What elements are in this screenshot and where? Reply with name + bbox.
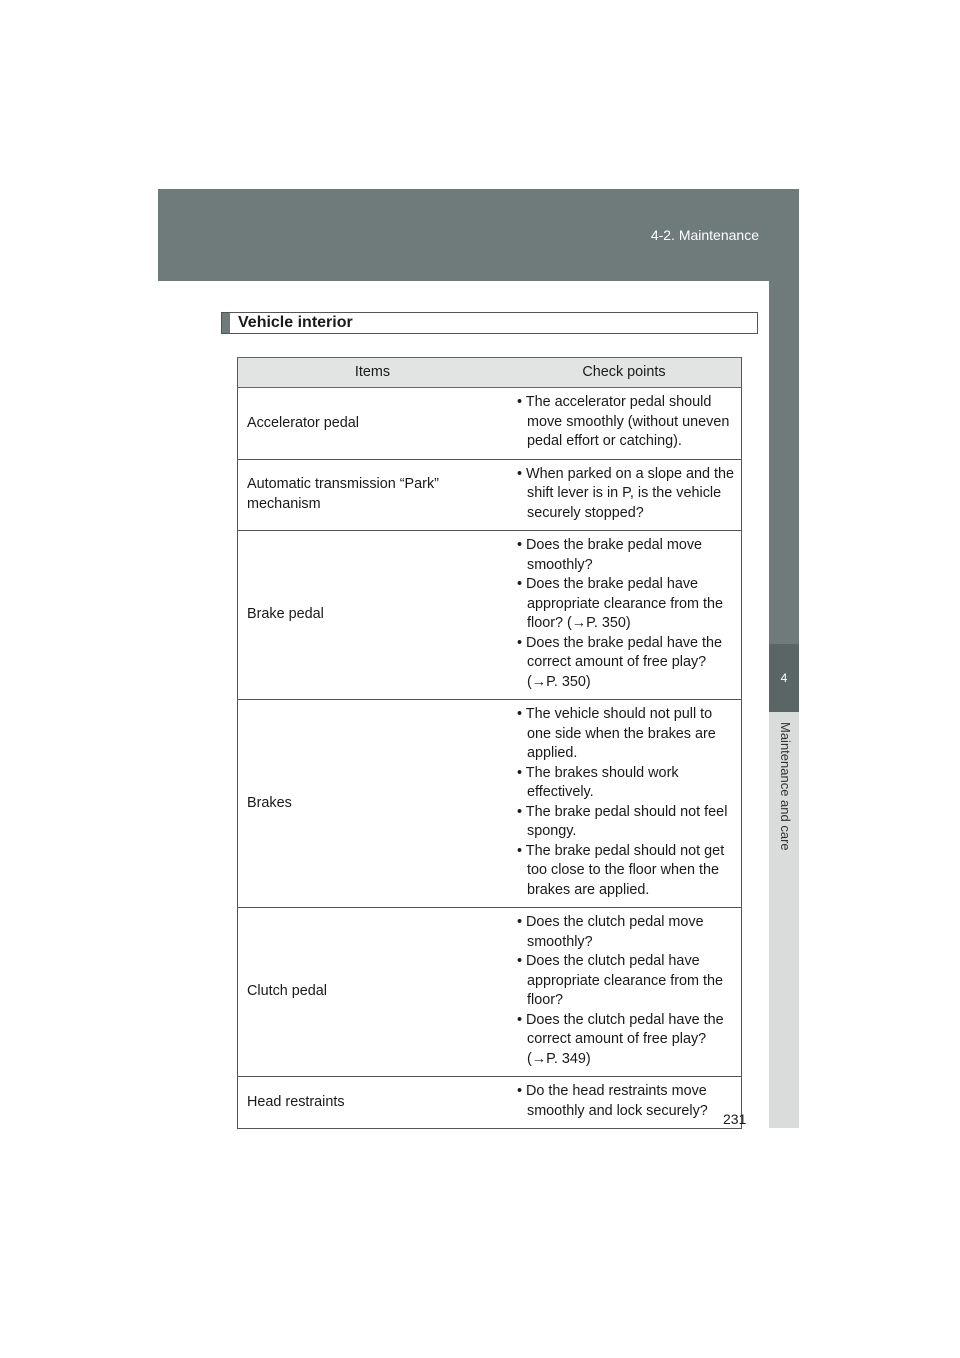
points-cell (507, 388, 742, 460)
chapter-number-tab: 4 (769, 644, 799, 712)
table-header-row (238, 358, 742, 388)
section-label: 4-2. Maintenance (650, 227, 759, 243)
check-point: • The accelerator pedal should move smoothly (without uneven pedal effort or catching). (517, 394, 730, 449)
table-row (238, 908, 742, 1077)
check-point: • Does the clutch pedal move smoothly? (517, 914, 704, 950)
item-cell: Brake pedal (238, 531, 508, 700)
chapter-tab-top (769, 281, 799, 644)
check-point: • When parked on a slope and the shift lever is in P, is the vehicle securely stopped? (517, 465, 735, 521)
check-point: • Does the brake pedal move smoothly? (517, 537, 703, 573)
section-heading-box (221, 312, 758, 334)
points-cell (507, 700, 742, 908)
page-number: 231 (723, 1111, 747, 1127)
check-point: • The brake pedal should not feel spongy. (517, 803, 728, 839)
check-point: • The brake pedal should not get too close to the floor when the brakes are applied. (517, 842, 725, 898)
header-band (158, 189, 799, 281)
check-point: • Does the clutch pedal have the correct amount of free play? (→P. 349) (517, 1011, 724, 1067)
table-row (238, 700, 742, 908)
chapter-title: Maintenance and care (778, 722, 793, 851)
table-row (238, 388, 742, 460)
column-header-check-points: Check points (507, 358, 742, 388)
points-cell (507, 459, 742, 531)
item-cell: Accelerator pedal (238, 388, 508, 460)
item-cell: Automatic transmission “Park” mechanism (238, 459, 508, 531)
check-point: • Does the brake pedal have the correct amount of free play? (→P. 350) (517, 634, 723, 690)
check-point: • The brakes should work effectively. (517, 764, 679, 800)
section-heading: Vehicle interior (238, 314, 353, 331)
check-point: • Does the brake pedal have appropriate clearance from the floor? (→P. 350) (517, 576, 723, 631)
item-cell: Brakes (238, 700, 508, 908)
check-point: • The vehicle should not pull to one side when the brakes are applied. (517, 706, 716, 761)
item-cell: Clutch pedal (238, 908, 508, 1077)
table-row (238, 1077, 742, 1129)
table-row (238, 531, 742, 700)
heading-accent-bar (222, 313, 230, 333)
points-cell (507, 531, 742, 700)
column-header-items: Items (238, 358, 508, 388)
table-row (238, 459, 742, 531)
points-cell (507, 1077, 742, 1129)
check-point: • Does the clutch pedal have appropriate clearance from the floor? (517, 953, 723, 1008)
points-cell (507, 908, 742, 1077)
item-cell: Head restraints (238, 1077, 508, 1129)
check-table (237, 357, 742, 1129)
check-point: • Do the head restraints move smoothly and lock securely? (517, 1083, 708, 1119)
